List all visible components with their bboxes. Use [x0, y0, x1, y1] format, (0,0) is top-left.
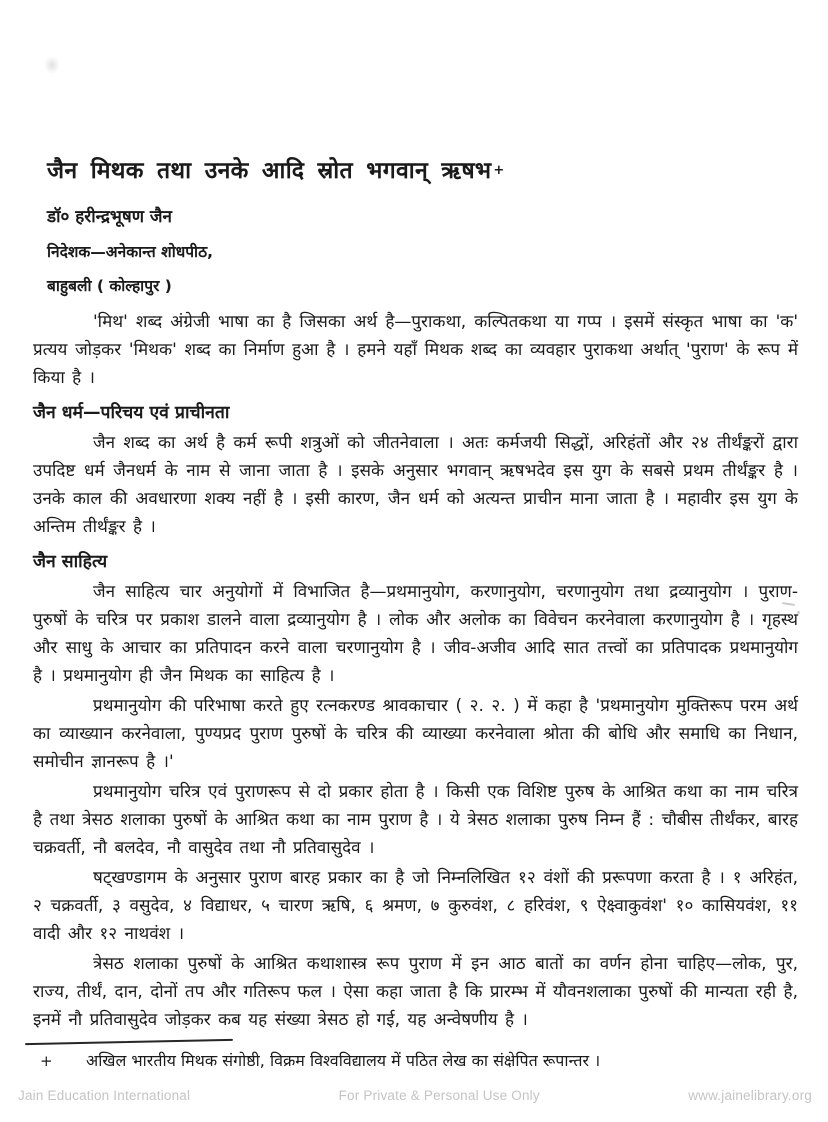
footnote: [33, 1049, 800, 1073]
footer-publisher: Jain Education International: [18, 1088, 191, 1103]
footer-usage-note: For Private & Personal Use Only: [338, 1088, 540, 1103]
footnote-text: अखिल भारतीय मिथक संगोष्ठी, विक्रम विश्वविद्यालय में पठित लेख का संक्षेपित रूपान्तर ।: [86, 1051, 601, 1070]
paragraph-twelve-vansha: षट्खण्डागम के अनुसार पुराण बारह प्रकार का है जो निम्नलिखित १२ वंशों की प्ररूपणा करता है । १ अरिहंत, २ चक्रवर्ती, ३ वसुदेव, ४ विद्याधर, ५ चारण ऋषि, ६ श्रमण, ७ कुरुवंश, ८ हरिवंश, ९ ऐक्ष्वाकुवंश' १० कासियवंश, ११ वादी और १२ नाथवंश ।: [33, 868, 798, 944]
author-name: डॉ० हरीन्द्रभूषण जैन: [47, 207, 172, 227]
title-footnote-marker: +: [493, 163, 505, 178]
paragraph-prathamanuyoga-definition: प्रथमानुयोग की परिभाषा करते हुए रत्नकरण्ड श्रावकाचार ( २. २. ) में कहा है 'प्रथमानुयोग मुक्तिरूप परम अर्थ का व्याख्यान करनेवाला, पुण्यप्रद पुराण पुरुषों के चरित्र की व्याख्या करनेवाला श्रोता की बोधि और समाधि का निधान, समोचीन ज्ञानरूप है ।': [33, 696, 798, 772]
footnote-marker: +: [40, 1052, 53, 1070]
author-role: निदेशक—अनेकान्त शोधपीठ,: [47, 243, 213, 261]
author-place: बाहुबली ( कोल्हापुर ): [47, 277, 172, 295]
footer-website: www.jainelibrary.org: [688, 1088, 812, 1103]
section-heading-jain-dharma: जैन धर्म—परिचय एवं प्राचीनता: [33, 403, 230, 423]
paragraph-intro-myth: 'मिथ' शब्द अंग्रेजी भाषा का है जिसका अर्थ है—पुराकथा, कल्पितकथा या गप्प । इसमें संस्कृत भाषा का 'क' प्रत्यय जोड़कर 'मिथक' शब्द का निर्माण हुआ है । हमने यहाँ मिथक शब्द का व्यवहार पुराकथा अर्थात् 'पुराण' के रूप में किया है ।: [33, 312, 798, 388]
page-title-text: जैन मिथक तथा उनके आदि स्रोत भगवान् ऋषभ: [47, 158, 492, 184]
page-title: [47, 156, 798, 186]
paragraph-anuyoga: जैन साहित्य चार अनुयोगों में विभाजित है—प्रथमानुयोग, करणानुयोग, चरणानुयोग तथा द्रव्यानुयोग । पुराण-पुरुषों के चरित्र पर प्रकाश डालने वाला द्रव्यानुयोग है । लोक और अलोक का विवेचन करनेवाला करणानुयोग है । गृहस्थ और साधु के आचार का प्रतिपादन करने वाला चरणानुयोग है । जीव-अजीव आदि सात तत्त्वों का प्रतिपादक प्रथमानुयोग है । प्रथमानुयोग ही जैन मिथक का साहित्य है ।: [33, 582, 798, 686]
article-header: [47, 156, 798, 296]
page-footer: [18, 1088, 812, 1103]
scan-artifact-smudge: [44, 56, 60, 74]
section-heading-jain-sahitya: जैन साहित्य: [33, 552, 108, 572]
paragraph-eight-topics: त्रेसठ शलाका पुरुषों के आश्रित कथाशास्त्र रूप पुराण में इन आठ बातों का वर्णन होना चाहिए—लोक, पुर, राज्य, तीर्थं, दान, दोनों तप और गतिरूप फल । ऐसा कहा जाता है कि प्रारम्भ में यौवनशलाका पुरुषों की मान्यता रही है, इनमें नौ प्रतिवासुदेव जोड़कर कब यह संख्या त्रेसठ हो गई, यह अन्वेषणीय है ।: [33, 954, 798, 1030]
paragraph-jain-dharma: जैन शब्द का अर्थ है कर्म रूपी शत्रुओं को जीतनेवाला । अतः कर्मजयी सिद्धों, अरिहंतों और २४ तीर्थंङ्करों द्वारा उपदिष्ट धर्म जैनधर्म के नाम से जाना जाता है । इसके अनुसार भगवान् ऋषभदेव इस युग के सबसे प्रथम तीर्थंङ्कर है । उनके काल की अवधारणा शक्य नहीं है । इसी कारण, जैन धर्म को अत्यन्त प्राचीन माना जाता है । महावीर इस युग के अन्तिम तीर्थंङ्कर है ।: [33, 433, 798, 537]
article-body: [33, 306, 798, 1034]
paragraph-charitra-purana: प्रथमानुयोग चरित्र एवं पुराणरूप से दो प्रकार होता है । किसी एक विशिष्ट पुरुष के आश्रित कथा का नाम चरित्र है तथा त्रेसठ शलाका पुरुषों के आश्रित कथा का नाम पुराण है । ये त्रेसठ शलाका पुरुष निम्न हैं : चौबीस तीर्थंकर, बारह चक्रवर्ती, नौ बलदेव, नौ वासुदेव तथा नौ प्रतिवासुदेव ।: [33, 782, 798, 858]
footnote-separator: [25, 1039, 233, 1045]
